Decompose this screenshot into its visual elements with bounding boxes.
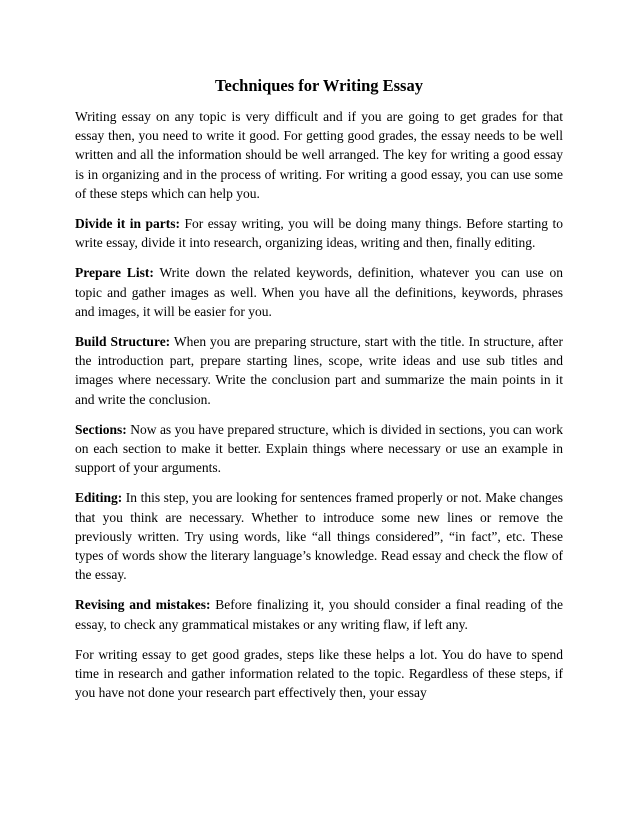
section-heading: Divide it in parts:: [75, 216, 180, 232]
section-revising-and-mistakes: [75, 595, 563, 633]
intro-paragraph: Writing essay on any topic is very difficult and if you are going to get grades for that essay then, you need to write it good. For getting good grades, the essay needs to be well written and all the information should be well arranged. The key for writing a good essay is in organizing and in the process of writing. For writing a good essay, you can use some of these steps which can help you.: [75, 109, 563, 201]
document-page: [75, 76, 563, 713]
section-text: For essay writing, you will be doing many things. Before starting to write essay, divide it into research, organizing ideas, writing and then, finally editing.: [75, 216, 563, 251]
section-prepare-list: [75, 263, 563, 321]
section-heading: Build Structure:: [75, 334, 171, 350]
section-text: Write down the related keywords, definition, whatever you can use on topic and gather images as well. When you have all the definitions, keywords, phrases and images, it will be easier for you.: [75, 265, 564, 319]
section-heading: Prepare List:: [75, 265, 154, 281]
section-heading: Sections:: [75, 421, 127, 437]
section-text: Now as you have prepared structure, which is divided in sections, you can work on each section to make it better. Explain things where necessary or use an example in support of your arguments.: [75, 421, 563, 476]
section-text: Before finalizing it, you should consider a final reading of the essay, to check any grammatical mistakes or any writing flaw, if left any.: [75, 597, 564, 632]
closing-paragraph: For writing essay to get good grades, steps like these helps a lot. You do have to spend time in research and gather information related to the topic. Regardless of these steps, if you have not done your research part effectively then, your essay: [75, 646, 563, 701]
section-heading: Editing:: [75, 490, 123, 506]
section-text: In this step, you are looking for sentences framed properly or not. Make changes that you think are necessary. Whether to introduce some new lines or remove the previously written. Try using words, like “all things considered”, “in fact”, etc. These types of words show the literary language’s knowledge. Read essay and check the flow of the essay.: [75, 490, 563, 583]
document-title: Techniques for Writing Essay: [215, 76, 423, 95]
section-divide-it-in-parts: [75, 214, 563, 252]
section-build-structure: [75, 332, 563, 409]
section-heading: Revising and mistakes:: [75, 597, 211, 613]
section-editing: [75, 488, 563, 584]
section-sections: [75, 420, 563, 478]
section-text: When you are preparing structure, start with the title. In structure, after the introduction part, prepare starting lines, scope, write ideas and use sub titles and images where necessary. Write the conclusion part and summarize the main points in it and write the conclusion.: [75, 334, 563, 407]
